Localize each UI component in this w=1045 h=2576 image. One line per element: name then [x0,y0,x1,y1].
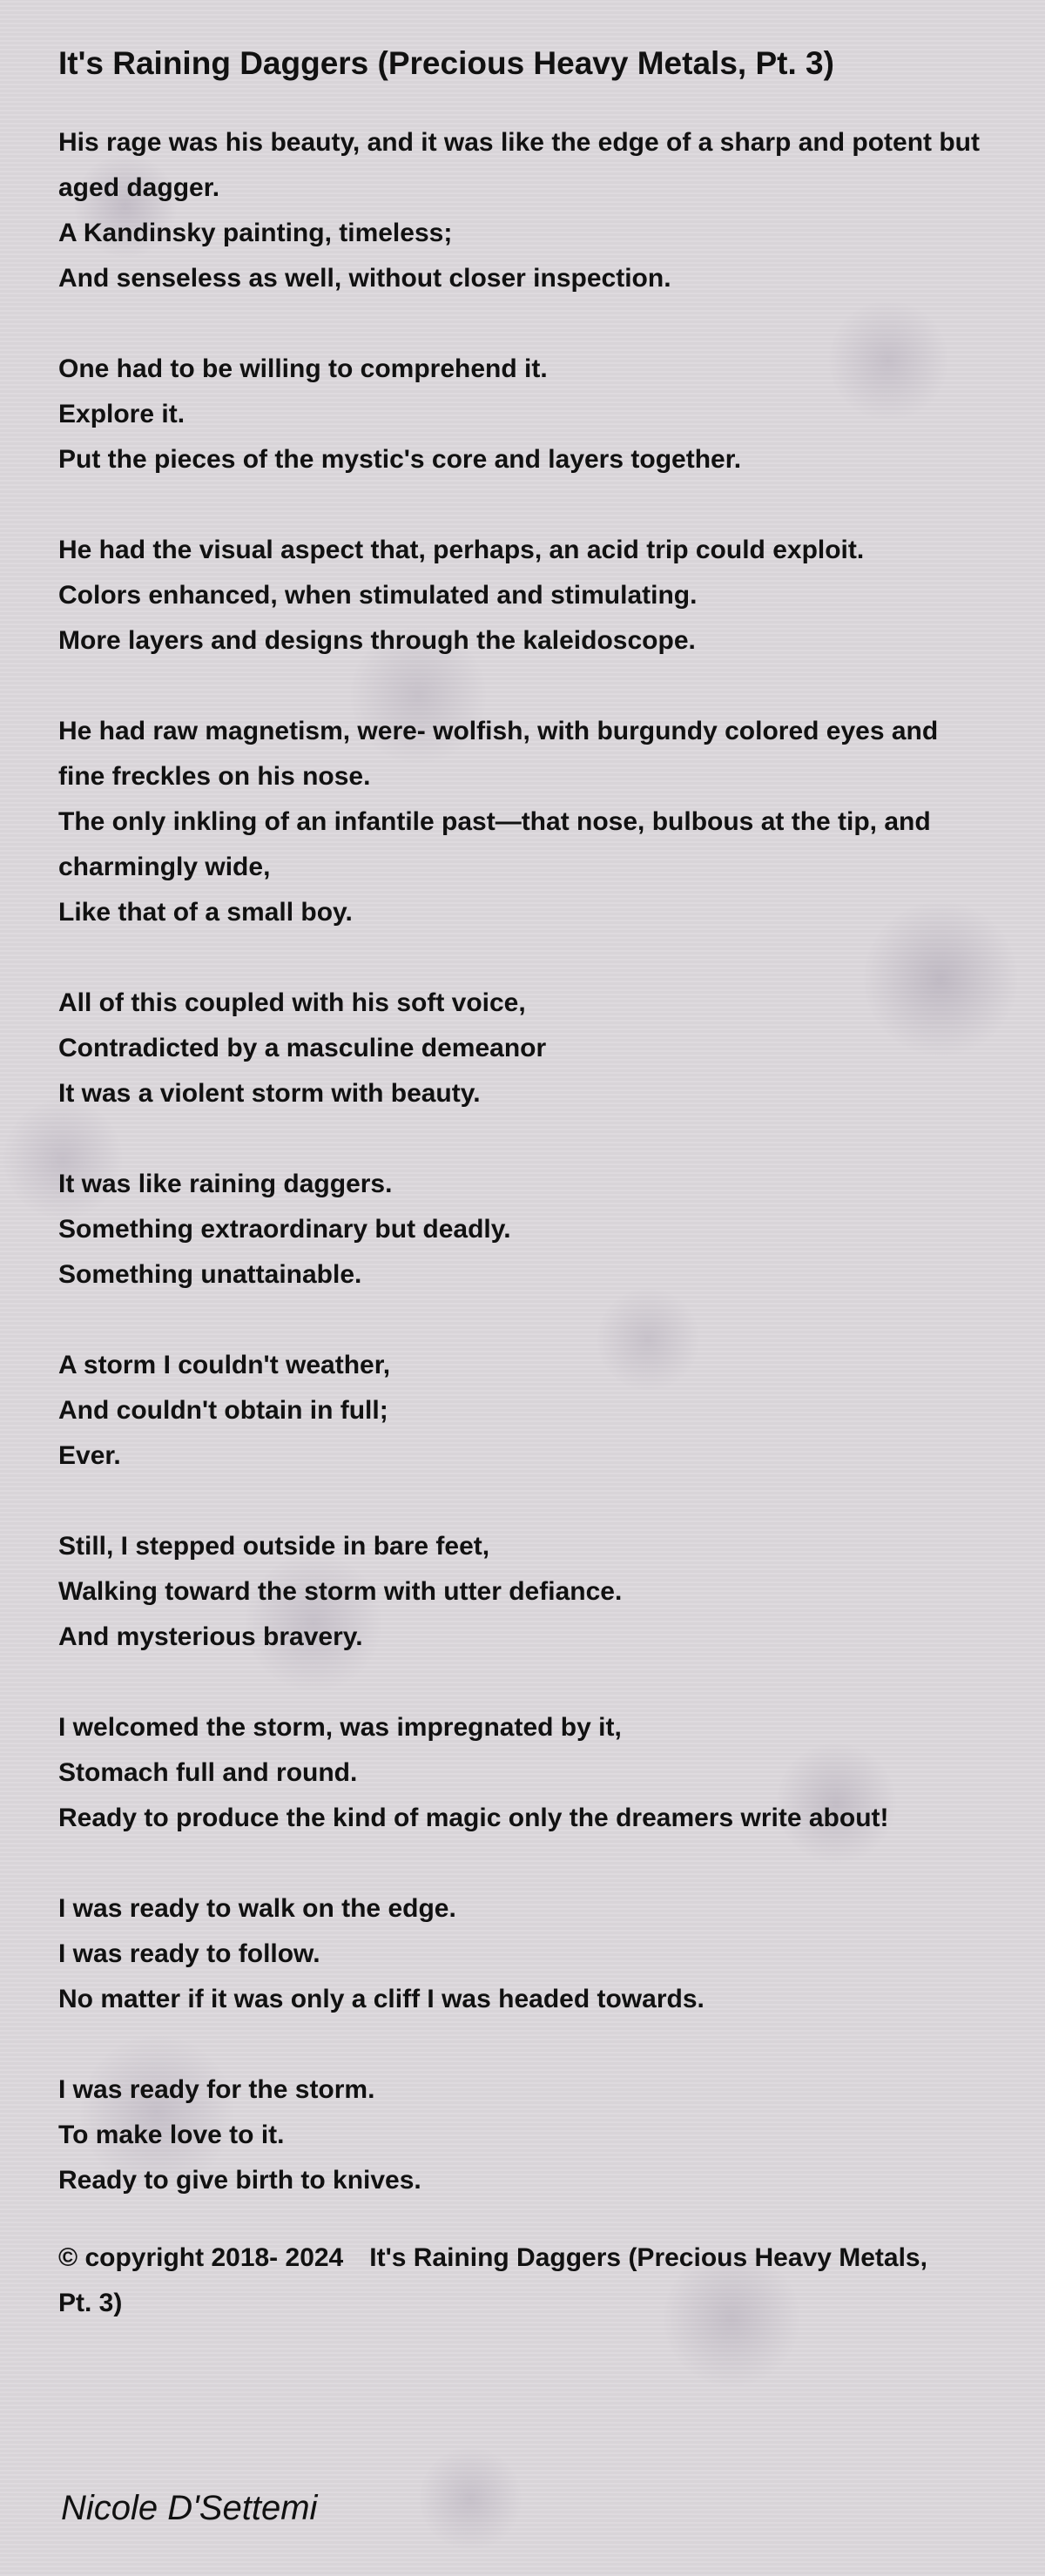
poem-line: Ever. [58,1441,121,1470]
poem-line: And couldn't obtain in full; [58,1396,388,1425]
stanza [58,1524,981,1660]
copyright-poem-title: It's Raining Daggers (Precious Heavy Metals, Pt. 3) [58,2243,927,2317]
stanza [58,1162,981,1298]
poem-line: A Kandinsky painting, timeless; [58,219,453,247]
stanza [58,709,981,935]
poem-line: A storm I couldn't weather, [58,1351,391,1379]
poem-title: It's Raining Daggers (Precious Heavy Metals, Pt. 3) [58,45,834,81]
poem-line: I was ready to follow. [58,1939,320,1968]
poem-line: Colors enhanced, when stimulated and stimulating. [58,581,698,610]
poem-line: And senseless as well, without closer inspection. [58,264,671,293]
poem-line: His rage was his beauty, and it was like the edge of a sharp and potent but aged dagger. [58,128,980,202]
poem-line: Put the pieces of the mystic's core and layers together. [58,445,742,474]
poem-line: I was ready to walk on the edge. [58,1894,456,1923]
stanza [58,981,981,1116]
poem-line: And mysterious bravery. [58,1622,363,1651]
poem-line: More layers and designs through the kaleidoscope. [58,626,696,655]
poem-line: Ready to give birth to knives. [58,2166,421,2195]
stanza [58,528,981,664]
stanza [58,120,981,301]
poem-line: No matter if it was only a cliff I was headed towards. [58,1985,705,2013]
stanza [58,2067,981,2203]
stanza [58,347,981,482]
poem-line: Explore it. [58,400,185,428]
poem-line: It was a violent storm with beauty. [58,1079,481,1108]
poem-line: Walking toward the storm with utter defiance. [58,1577,623,1606]
poem-line: Ready to produce the kind of magic only the dreamers write about! [58,1804,889,1832]
stanza [58,1886,981,2022]
copyright-text: © copyright 2018- 2024 [58,2243,344,2272]
poem-line: Still, I stepped outside in bare feet, [58,1532,490,1561]
poem-line: I welcomed the storm, was impregnated by it, [58,1713,622,1742]
poem-line: He had raw magnetism, were- wolfish, with burgundy colored eyes and fine freckles on his nose. [58,717,939,791]
stanza [58,1343,981,1479]
poem-line: To make love to it. [58,2121,285,2149]
author-name: Nicole D'Settemi [61,2489,318,2527]
poem-line: Contradicted by a masculine demeanor [58,1034,547,1062]
poem-line: All of this coupled with his soft voice, [58,988,526,1017]
poem-line: The only inkling of an infantile past—that nose, bulbous at the tip, and charmingly wide, [58,807,931,881]
copyright-notice [58,2235,964,2326]
poem-line: Stomach full and round. [58,1758,358,1787]
poem-line: One had to be willing to comprehend it. [58,354,548,383]
stanza [58,1705,981,1841]
poem-page [58,44,981,2326]
poem-line: Like that of a small boy. [58,898,353,927]
poem-line: Something extraordinary but deadly. [58,1215,511,1244]
poem-line: Something unattainable. [58,1260,362,1289]
poem-line: I was ready for the storm. [58,2075,375,2104]
poem-line: He had the visual aspect that, perhaps, an acid trip could exploit. [58,536,865,564]
poem-line: It was like raining daggers. [58,1170,393,1198]
